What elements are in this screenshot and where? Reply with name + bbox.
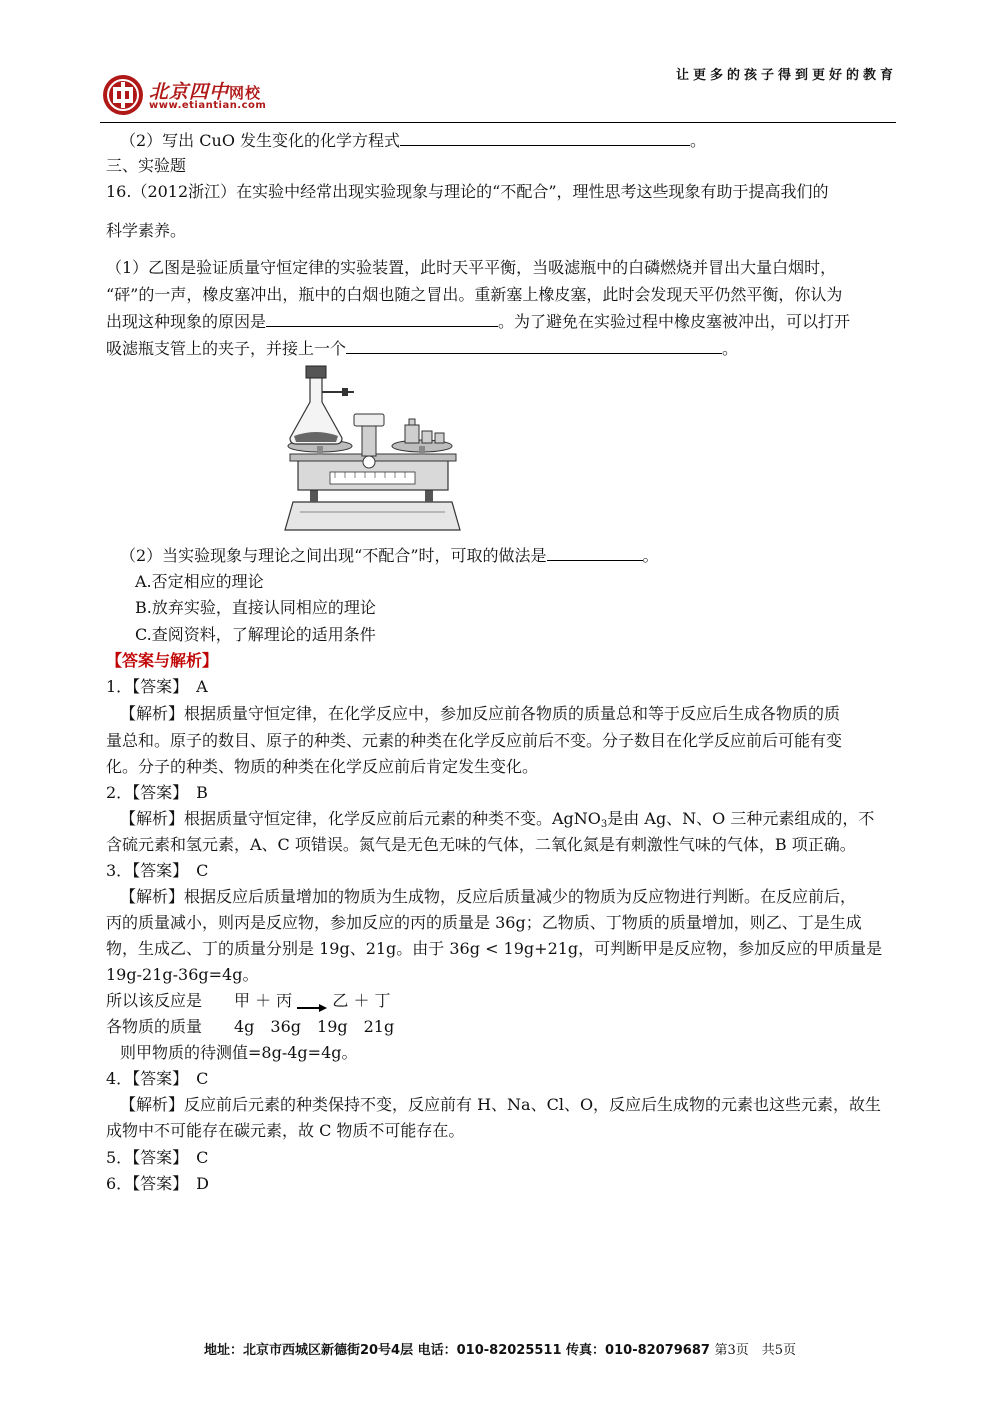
answer-blank [400,131,690,146]
logo-url: www.etiantian.com [149,100,267,111]
explanation-3-line-4: 19g-21g-36g=4g。 [106,965,259,984]
logo [101,73,301,119]
answer-3: 3．【答案】 C [106,861,209,880]
explanation-2-line-2: 含硫元素和氢元素，A、C 项错误。氮气是无色无味的气体，二氧化氮是有刺激性气味的气体，B 项正确。 [106,835,856,854]
question-16-part-1-line-3: 出现这种现象的原因是 。为了避免在实验过程中橡皮塞被冲出，可以打开 [106,312,851,331]
explanation-1-line-2: 量总和。原子的数目、原子的种类、元素的种类在化学反应前后不变。分子数目在化学反应前后可能有变 [106,731,843,750]
answer-5: 5．【答案】 C [106,1148,209,1167]
answer-4: 4．【答案】 C [106,1069,209,1088]
explanation-1-line-1: 【解析】根据质量守恒定律，在化学反应中，参加反应前各物质的质量总和等于反应后生成各物质的质 [120,704,841,723]
logo-emblem-icon [101,73,145,117]
question-16-line-2: 科学素养。 [106,221,187,240]
reaction-arrow-icon [297,997,327,1007]
answer-blank [266,312,498,327]
answer-6: 6．【答案】 D [106,1174,210,1193]
question-15-part-2: （2）写出 CuO 发生变化的化学方程式 。 [120,131,707,150]
reaction-equation: 所以该反应是 甲 ＋ 丙 乙 ＋ 丁 [106,991,391,1010]
answer-2: 2．【答案】 B [106,783,208,802]
question-16-part-1-line-4: 吸滤瓶支管上的夹子，并接上一个 。 [106,339,739,358]
explanation-3-line-2: 丙的质量减小，则丙是反应物，参加反应的丙的质量是 36g；乙物质、丁物质的质量增加，则乙、丁是生成 [106,913,862,932]
explanation-3-line-3: 物，生成乙、丁的质量分别是 19g、21g。由于 36g < 19g+21g，可判断甲是反应物，参加反应的甲质量是 [106,939,883,958]
reaction-masses: 各物质的质量 4g 36g 19g 21g [106,1017,395,1036]
explanation-4-line-1: 【解析】反应前后元素的种类保持不变，反应前有 H、Na、Cl、O，反应后生成物的元素也这些元素，故生 [120,1095,882,1114]
answers-heading: 【答案与解析】 [106,651,219,670]
question-16-part-1-line-1: （1）乙图是验证质量守恒定律的实验装置，此时天平平衡，当吸滤瓶中的白磷燃烧并冒出大量白烟时， [106,258,837,277]
answer-blank [346,339,722,354]
option-a: A.否定相应的理论 [135,572,264,591]
explanation-3-line-1: 【解析】根据反应后质量增加的物质为生成物，反应后质量减少的物质为反应物进行判断。在反应前后， [120,887,857,906]
option-b: B.放弃实验，直接认同相应的理论 [135,598,376,617]
question-16-part-2: （2）当实验现象与理论之间出现“不配合”时，可取的做法是 。 [120,546,659,565]
question-16-line-1: 16.（2012浙江）在实验中经常出现实验现象与理论的“不配合”，理性思考这些现象有助于提高我们的 [106,182,829,201]
header-slogan: 让更多的孩子得到更好的教育 [675,68,897,83]
explanation-1-line-3: 化。分子的种类、物质的种类在化学反应前后肯定发生变化。 [106,757,539,776]
footer-page-number: 第3页 共5页 [714,1343,797,1358]
question-16-part-1-line-2: “砰”的一声，橡皮塞冲出，瓶中的白烟也随之冒出。重新塞上橡皮塞，此时会发现天平仍然平衡，你认为 [106,285,843,304]
answer-blank [547,546,643,561]
footer-address: 地址：北京市西城区新德街20号4层 电话：010-82025511 传真：010-82079687 [203,1343,710,1358]
header-divider [100,122,896,123]
balance-apparatus-figure [280,362,465,534]
section-heading: 三、实验题 [106,156,187,175]
logo-name: 北京四中网校 [149,81,262,103]
option-c: C.查阅资料，了解理论的适用条件 [135,625,376,644]
answer-1: 1．【答案】 A [106,677,208,696]
page-footer [0,1339,1000,1358]
explanation-4-line-2: 成物中不可能存在碳元素，故 C 物质不可能存在。 [106,1121,465,1140]
reaction-result: 则甲物质的待测值=8g-4g=4g。 [120,1043,358,1062]
explanation-2-line-1: 【解析】根据质量守恒定律，化学反应前后元素的种类不变。AgNO$_3$是由 Ag、N、O 三种元素组成的，不 [120,809,875,830]
